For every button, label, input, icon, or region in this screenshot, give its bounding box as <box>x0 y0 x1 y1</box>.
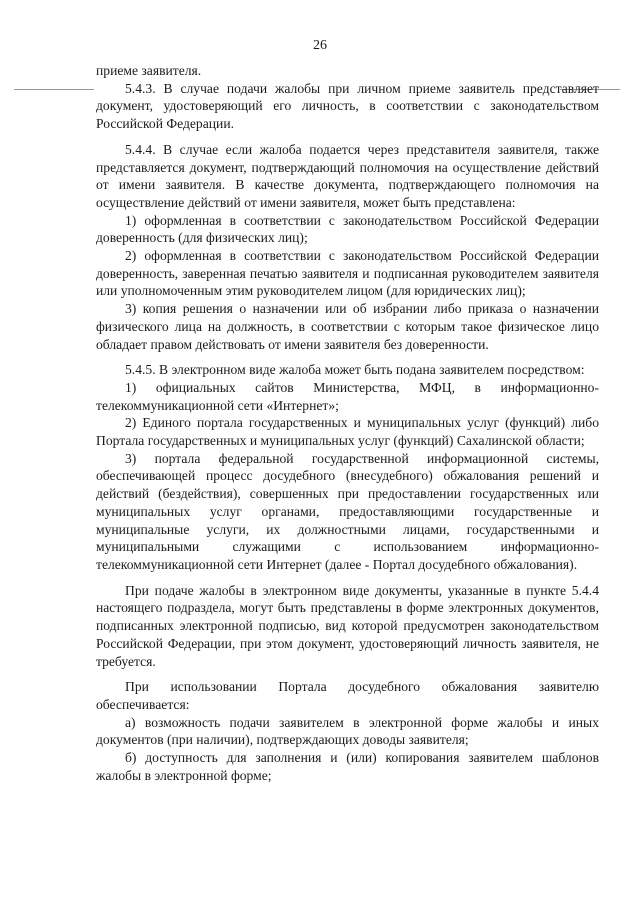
paragraph: б) доступность для заполнения и (или) копирования заявителем шаблонов жалобы в электронной форме; <box>96 750 599 783</box>
paragraph: 5.4.5. В электронном виде жалоба может быть подана заявителем посредством: <box>125 362 585 378</box>
page-number: 26 <box>313 38 327 53</box>
paragraph: 5.4.3. В случае подачи жалобы при личном приеме заявитель представляет документ, удостоверяющий его личность, в соответствии с законодательством Российской Федерации. <box>96 80 599 132</box>
scan-artifact-line <box>14 89 94 90</box>
paragraph: При подаче жалобы в электронном виде документы, указанные в пункте 5.4.4 настоящего подраздела, могут быть представлены в форме электронных документов, подписанных электронной подписью, вид которой предусмотрен законодательством Российской Федерации, при этом документ, удостоверяющий личность заявителя, не требуется. <box>96 582 599 669</box>
document-body <box>96 62 599 784</box>
paragraph: При использовании Портала досудебного обжалования заявителю обеспечивается: <box>96 679 599 712</box>
paragraph: 5.4.4. В случае если жалоба подается через представителя заявителя, также представляется документ, подтверждающий полномочия на осуществление действий от имени заявителя. В качестве документа, подтверждающего полномочия на осуществление действий от имени заявителя, может быть представлена: <box>96 141 599 210</box>
paragraph: 3) копия решения о назначении или об избрании либо приказа о назначении физического лица на должность, в соответствии с которым такое физическое лицо обладает правом действовать от имени заявителя без доверенности. <box>96 301 599 352</box>
paragraph: 1) оформленная в соответствии с законодательством Российской Федерации доверенность (для физических лиц); <box>96 212 599 246</box>
paragraph: 3) портала федеральной государственной информационной системы, обеспечивающей процесс досудебного (внесудебного) обжалования решений и действий (бездействия), совершенных при предоставлении государственных или муниципальных услуг органами, предоставляющими государственные и муниципальные услуги, их должностными лицами, государственными и муниципальными служащими с использованием информационно-телекоммуникационной сети Интернет (далее - Портал досудебного обжалования). <box>96 450 599 572</box>
paragraph: 2) Единого портала государственных и муниципальных услуг (функций) либо Портала государственных и муниципальных услуг (функций) Сахалинской области; <box>96 415 599 449</box>
paragraph: приеме заявителя. <box>96 63 202 78</box>
paragraph: 2) оформленная в соответствии с законодательством Российской Федерации доверенность, заверенная печатью заявителя и подписанная руководителем заявителя или уполномоченным этим руководителем лицом (для юридических лиц); <box>96 248 599 299</box>
paragraph: а) возможность подачи заявителем в электронной форме жалобы и иных документов (при наличии), подтверждающих доводы заявителя; <box>96 714 599 748</box>
paragraph: 1) официальных сайтов Министерства, МФЦ, в информационно-телекоммуникационной сети «Интернет»; <box>96 379 599 413</box>
